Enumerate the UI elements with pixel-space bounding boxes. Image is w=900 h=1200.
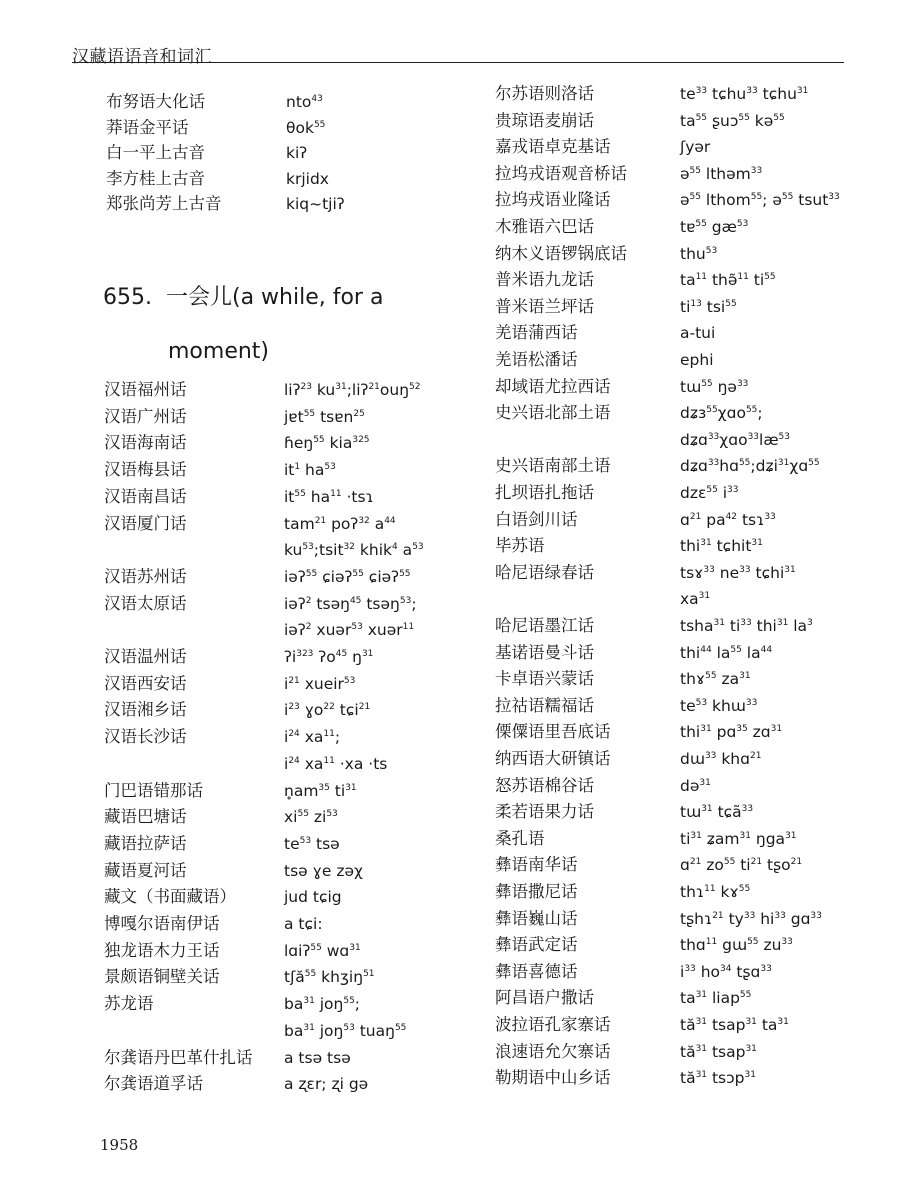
entry-heading	[103, 284, 383, 312]
language-name: 毕苏语	[495, 536, 545, 556]
word-form: $tă^{31}$ tsɔp$^{31}$	[680, 1069, 756, 1088]
language-name: 羌语蒲西话	[495, 323, 578, 343]
language-name: 浪速语允欠寨话	[495, 1041, 611, 1061]
language-name: 汉语海南话	[104, 433, 187, 453]
language-name: 汉语太原话	[104, 593, 187, 613]
word-form: $ti^{31}$ ʑam$^{31}$ ŋga$^{31}$	[680, 829, 797, 848]
word-form: kiq~tjiʔ	[286, 195, 345, 213]
language-name: 波拉语孔家寨话	[495, 1015, 611, 1034]
word-form: $n̥am^{35}$ $ti^{31}$	[284, 781, 357, 800]
word-form: tɯ$^{55}$ ŋə$^{33}$	[680, 377, 749, 396]
word-form: thɑ$^{11}$ gɯ$^{55}$ $zu^{33}$	[680, 936, 793, 955]
word-form: tʃă$^{55}$ khʒiŋ$^{51}$	[284, 968, 375, 987]
language-name: 门巴语错那话	[104, 780, 203, 800]
word-form: krjidx	[286, 169, 329, 188]
language-name: 白语剑川话	[495, 509, 578, 529]
language-name: 扎坝语扎拖话	[495, 483, 594, 502]
language-name: 藏语拉萨话	[104, 833, 187, 853]
language-name: 纳西语大研镇话	[495, 749, 611, 768]
language-name: 白一平上古音	[106, 143, 205, 162]
language-name: 汉语长沙话	[104, 727, 187, 747]
language-name: 景颇语铜壁关话	[104, 967, 220, 987]
word-form: $it^1$ $ha^{53}$	[284, 461, 336, 480]
word-form: ə$^{55}$ lthom$^{55}$; ə$^{55}$ tsut$^{33}$	[680, 191, 840, 210]
word-form: jud tɕig	[284, 888, 342, 907]
word-form: ɑ$^{21}$ $pa^{42}$ tsɿ$^{33}$	[680, 510, 776, 529]
language-name: 汉语梅县话	[104, 460, 187, 480]
word-form: $i^{24}$ $xa^{11} \cdot xa \cdot ts$	[284, 754, 388, 773]
word-form: dʑɑ$^{33}$hɑ$^{55}$;dʑi$^{31}$χɑ$^{55}$	[680, 457, 820, 476]
word-form: thu$^{53}$	[680, 244, 718, 263]
word-form: $ta^{11}$ thə̃$^{11}$ $ti^{55}$	[680, 271, 776, 290]
word-form: tsɤ$^{33}$ $ne^{33}$ tɕhi$^{31}$	[680, 563, 796, 582]
language-name: 尔苏语则洛话	[495, 84, 594, 103]
word-form: lɑiʔ$^{55}$ wɑ$^{31}$	[284, 941, 361, 960]
language-name: 史兴语北部土语	[495, 403, 611, 423]
word-form: θok$^{55}$	[286, 118, 326, 137]
language-name: 勒期语中山乡话	[495, 1068, 611, 1088]
word-form: iəʔ$^2$ tsəŋ$^{45}$ tsəŋ$^{53}$;	[284, 594, 417, 613]
word-form: kiʔ	[286, 144, 308, 162]
language-name: 汉语温州话	[104, 647, 187, 666]
word-form: $i^{21}$ xueir$^{53}$	[284, 674, 356, 693]
word-form: thi$^{31}$ tɕhit$^{31}$	[680, 537, 763, 556]
word-form: a tsə tsə	[284, 1048, 351, 1067]
entry-title-line1: 一会儿(a while, for a	[165, 285, 384, 310]
word-form: $ta^{31}$ liap$^{55}$	[680, 989, 752, 1008]
language-name: 哈尼语墨江话	[495, 616, 594, 635]
entry-number: 655.	[103, 285, 152, 310]
language-name: 纳木义语锣锅底话	[495, 243, 627, 263]
word-form: ʔi$^{323}$ ʔo$^{45}$ $ŋ^{31}$	[284, 648, 374, 666]
language-name: 汉语湘乡话	[104, 700, 187, 720]
language-name: 彝语喜德话	[495, 961, 578, 981]
language-name: 汉语厦门话	[104, 513, 187, 533]
language-name: 布努语大化话	[106, 92, 205, 111]
language-name: 木雅语六巴话	[495, 217, 594, 236]
language-name: 彝语巍山话	[495, 908, 578, 928]
word-form: ɑ$^{21}$ $zo^{55}$ $ti^{21}$ tʂo$^{21}$	[680, 856, 803, 875]
word-form: iəʔ$^2$ xuər$^{53}$ xuər$^{11}$	[284, 621, 415, 640]
language-name: 彝语撒尼话	[495, 882, 578, 901]
language-name: 傈僳语里吾底话	[495, 722, 611, 742]
language-name: 柔若语果力话	[495, 802, 594, 822]
word-form: də$^{31}$	[680, 776, 711, 795]
word-form: ə$^{55}$ lthəm$^{33}$	[680, 164, 763, 183]
language-name: 彝语南华话	[495, 855, 578, 875]
word-form: $te^{53}$ tsə	[284, 834, 340, 853]
language-name: 藏语巴塘话	[104, 807, 187, 827]
word-form: $it^{55}$ $ha^{11}$ ·tsɿ	[284, 487, 374, 506]
language-name: 怒苏语棉谷话	[495, 775, 594, 795]
word-form: $te^{33}$ tɕhu$^{33}$ tɕhu$^{31}$	[680, 85, 809, 103]
language-name: 普米语兰坪话	[495, 296, 594, 316]
language-name: 卡卓语兴蒙话	[495, 669, 594, 689]
header-rule	[72, 62, 844, 63]
word-form: $i^{24}$ $xa^{11}$;	[284, 728, 341, 747]
entry-heading-line2: moment)	[168, 339, 270, 364]
word-form: thi$^{44}$ $la^{55}$ $la^{44}$	[680, 643, 773, 662]
language-name: 拉坞戎语观音桥话	[495, 163, 627, 183]
language-name: 藏文（书面藏语）	[104, 887, 236, 907]
word-form: a ʐɛr; ʐi gə	[284, 1075, 369, 1094]
word-form: $xi^{55}$ $zi^{53}$	[284, 808, 338, 827]
word-form: dʑɜ$^{55}$χɑo$^{55}$;	[680, 404, 763, 423]
language-name: 苏龙语	[104, 994, 154, 1014]
word-form: $tă^{31}$ tsap$^{31}$	[680, 1042, 757, 1061]
language-name: 桑孔语	[495, 828, 545, 848]
language-name: 汉语南昌话	[104, 486, 187, 506]
word-form: iəʔ$^{55}$ ɕiəʔ$^{55}$ ɕiəʔ$^{55}$	[284, 567, 411, 586]
language-name: 嘉戎语卓克基话	[495, 137, 611, 157]
word-form: dzɛ$^{55}$ $i^{33}$	[680, 484, 739, 502]
language-name: 拉祜语糯福话	[495, 695, 594, 715]
word-form: $tă^{31}$ tsap$^{31}$ $ta^{31}$	[680, 1016, 789, 1034]
word-form: $te^{53}$ khɯ$^{33}$	[680, 696, 758, 715]
language-name: 基诺语曼斗话	[495, 642, 594, 662]
page-number: 1958	[100, 1136, 139, 1154]
language-name: 哈尼语绿春话	[495, 562, 594, 582]
word-form: thɤ$^{55}$ $za^{31}$	[680, 670, 751, 689]
word-form: ɦeŋ$^{55}$ kia$^{325}$	[284, 434, 370, 453]
language-name: 汉语广州话	[104, 406, 187, 426]
word-form: $dʑɑ^{33}\chi ɑo^{33}læ^{53}$	[680, 430, 790, 449]
language-name: 博嘎尔语南伊话	[104, 914, 220, 933]
language-name: 汉语福州话	[104, 380, 187, 399]
word-form: nto$^{43}$	[286, 93, 323, 111]
word-form: a tɕi:	[284, 915, 323, 933]
language-name: 李方桂上古音	[106, 168, 205, 188]
language-name: 普米语九龙话	[495, 270, 594, 290]
language-name: 汉语苏州话	[104, 566, 187, 586]
word-form: ephi	[680, 351, 714, 369]
language-name: 彝语武定话	[495, 935, 578, 955]
language-name: 藏语夏河话	[104, 860, 187, 880]
language-name: 郑张尚芳上古音	[106, 194, 222, 213]
word-form: thɿ$^{11}$ kɤ$^{55}$	[680, 883, 751, 901]
language-name: 拉坞戎语业隆话	[495, 190, 611, 210]
word-form: $xa^{31}$	[680, 590, 711, 609]
word-form: $ba^{31}$ joŋ$^{55}$;	[284, 995, 361, 1014]
word-form: tɐ$^{55}$ $gæ^{53}$	[680, 218, 749, 236]
word-form: tam$^{21}$ poʔ$^{32}$ $a^{44}$	[284, 514, 396, 533]
word-form: tsə ɣe zəχ	[284, 861, 363, 880]
word-form: dɯ$^{33}$ khɑ$^{21}$	[680, 750, 762, 768]
word-form: $ba^{31}$ joŋ$^{53}$ tuaŋ$^{55}$	[284, 1021, 407, 1040]
language-name: 贵琼语麦崩话	[495, 110, 594, 130]
word-form: ʃyər	[680, 138, 711, 157]
language-name: 尔龚语丹巴革什扎话	[104, 1047, 253, 1067]
word-form: liʔ$^{23}$ $ku^{31};liʔ^{21}ouŋ^{52}$	[284, 381, 421, 399]
language-name: 羌语松潘话	[495, 350, 578, 369]
word-form: $i^{33}$ $ho^{34}$ tʂɑ$^{33}$	[680, 962, 772, 981]
language-name: 莽语金平话	[106, 117, 189, 137]
word-form: $i^{23}$ ɣo$^{22}$ tɕi$^{21}$	[284, 701, 371, 720]
word-form: tsha$^{31}$ $ti^{33}$ thi$^{31}$ $la^3$	[680, 617, 813, 635]
running-header: 汉藏语语音和词汇	[72, 47, 212, 67]
language-name: 独龙语木力王话	[104, 940, 220, 960]
word-form: thi$^{31}$ pɑ$^{35}$ zɑ$^{31}$	[680, 723, 783, 742]
word-form: $ku^{53};tsit^{32}$ khik$^4$ $a^{53}$	[284, 541, 424, 560]
word-form: tɯ$^{31}$ tɕã$^{33}$	[680, 803, 754, 822]
word-form: $ta^{55}$ ʂuɔ$^{55}$ kə$^{55}$	[680, 111, 785, 130]
language-name: 却域语尤拉西话	[495, 376, 611, 396]
language-name: 阿昌语户撒话	[495, 988, 594, 1008]
language-name: 汉语西安话	[104, 673, 187, 693]
word-form: a-tui	[680, 324, 716, 343]
word-form: tʂhɿ$^{21}$ $ty^{33}$ $hi^{33}$ gɑ$^{33}$	[680, 909, 822, 928]
language-name: 尔龚语道孚话	[104, 1074, 203, 1094]
language-name: 史兴语南部土语	[495, 456, 611, 476]
word-form: $ti^{13}$ tsi$^{55}$	[680, 297, 737, 316]
word-form: jɐt$^{55}$ tsɐn$^{25}$	[284, 407, 365, 426]
